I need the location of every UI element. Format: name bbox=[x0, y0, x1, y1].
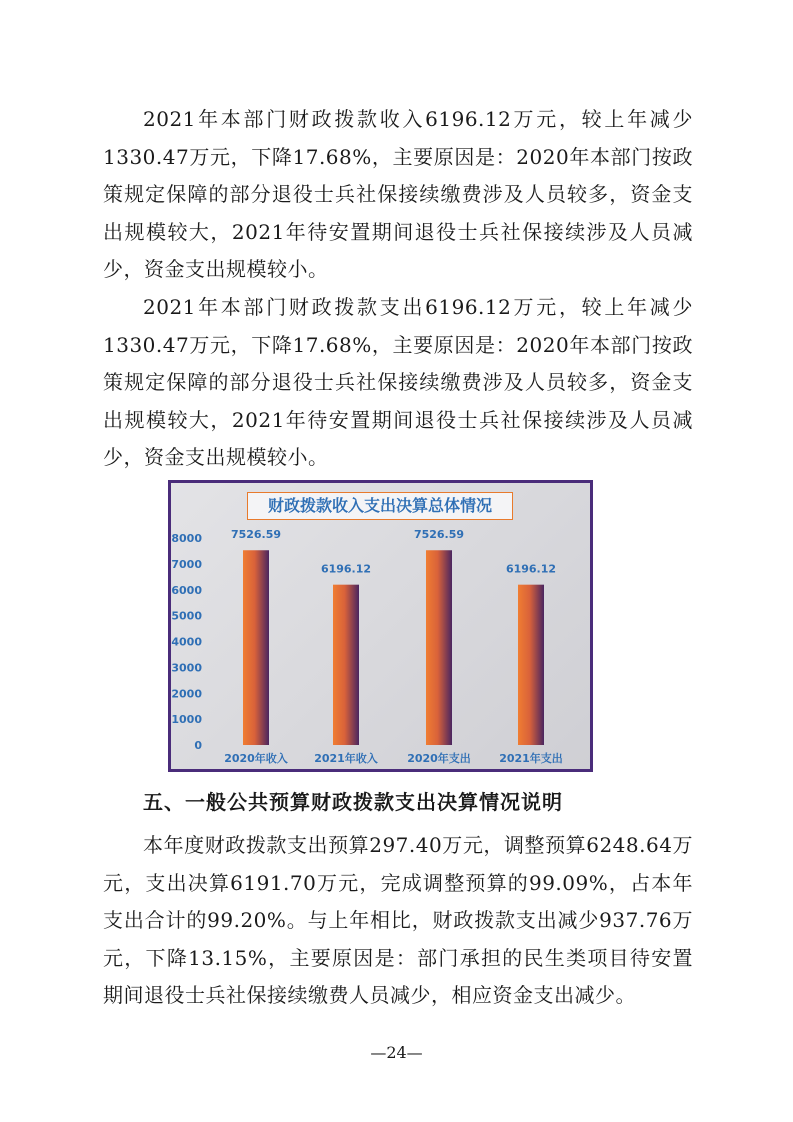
x-tick-label: 2020年收入 bbox=[224, 752, 288, 765]
data-label: 6196.12 bbox=[320, 562, 372, 576]
paragraph-expenditure: 2021年本部门财政拨款支出6196.12万元，较上年减少1330.47万元，下降17.68%，主要原因是：2020年本部门按政策规定保障的部分退役士兵社保接续缴费涉及人员较多，资金支出规模较大，2021年待安置期间退役士兵社保接续涉及人员减少，资金支出规模较小。 bbox=[103, 295, 693, 469]
bar bbox=[426, 550, 452, 745]
data-label: 7526.59 bbox=[230, 528, 282, 542]
page-number: —24— bbox=[370, 1043, 423, 1062]
data-label: 7526.59 bbox=[413, 528, 465, 542]
y-tick-label: 3000 bbox=[171, 661, 202, 675]
chart-container bbox=[168, 480, 593, 772]
y-tick-label: 0 bbox=[194, 739, 202, 752]
section-heading: 五、一般公共预算财政拨款支出决算情况说明 bbox=[143, 790, 563, 814]
x-tick-label: 2021年收入 bbox=[314, 752, 378, 765]
x-tick-label: 2020年支出 bbox=[407, 752, 471, 765]
bar bbox=[518, 585, 544, 745]
y-tick-label: 6000 bbox=[171, 583, 202, 597]
y-tick-label: 7000 bbox=[171, 557, 202, 571]
paragraph-general-budget: 本年度财政拨款支出预算297.40万元，调整预算6248.64万元，支出决算6191.70万元，完成调整预算的99.09%，占本年支出合计的99.20%。与上年相比，财政拨款支出减少937.76万元，下降13.15%，主要原因是：部门承担的民生类项目待安置期间退役士兵社保接续缴费人员减少，相应资金支出减少。 bbox=[103, 833, 693, 1007]
y-tick-label: 5000 bbox=[171, 609, 202, 623]
bar bbox=[243, 550, 269, 745]
bar-chart bbox=[171, 483, 590, 769]
data-label: 6196.12 bbox=[505, 562, 557, 576]
y-tick-label: 8000 bbox=[171, 532, 202, 545]
y-tick-label: 1000 bbox=[171, 713, 202, 727]
y-tick-label: 2000 bbox=[171, 687, 202, 701]
chart-title: 财政拨款收入支出决算总体情况 bbox=[247, 492, 513, 520]
paragraph-revenue: 2021年本部门财政拨款收入6196.12万元，较上年减少1330.47万元，下降17.68%，主要原因是：2020年本部门按政策规定保障的部分退役士兵社保接续缴费涉及人员较多，资金支出规模较大，2021年待安置期间退役士兵社保接续涉及人员减少，资金支出规模较小。 bbox=[103, 107, 693, 281]
x-tick-label: 2021年支出 bbox=[499, 752, 563, 765]
bar bbox=[333, 585, 359, 745]
y-tick-label: 4000 bbox=[171, 635, 202, 649]
